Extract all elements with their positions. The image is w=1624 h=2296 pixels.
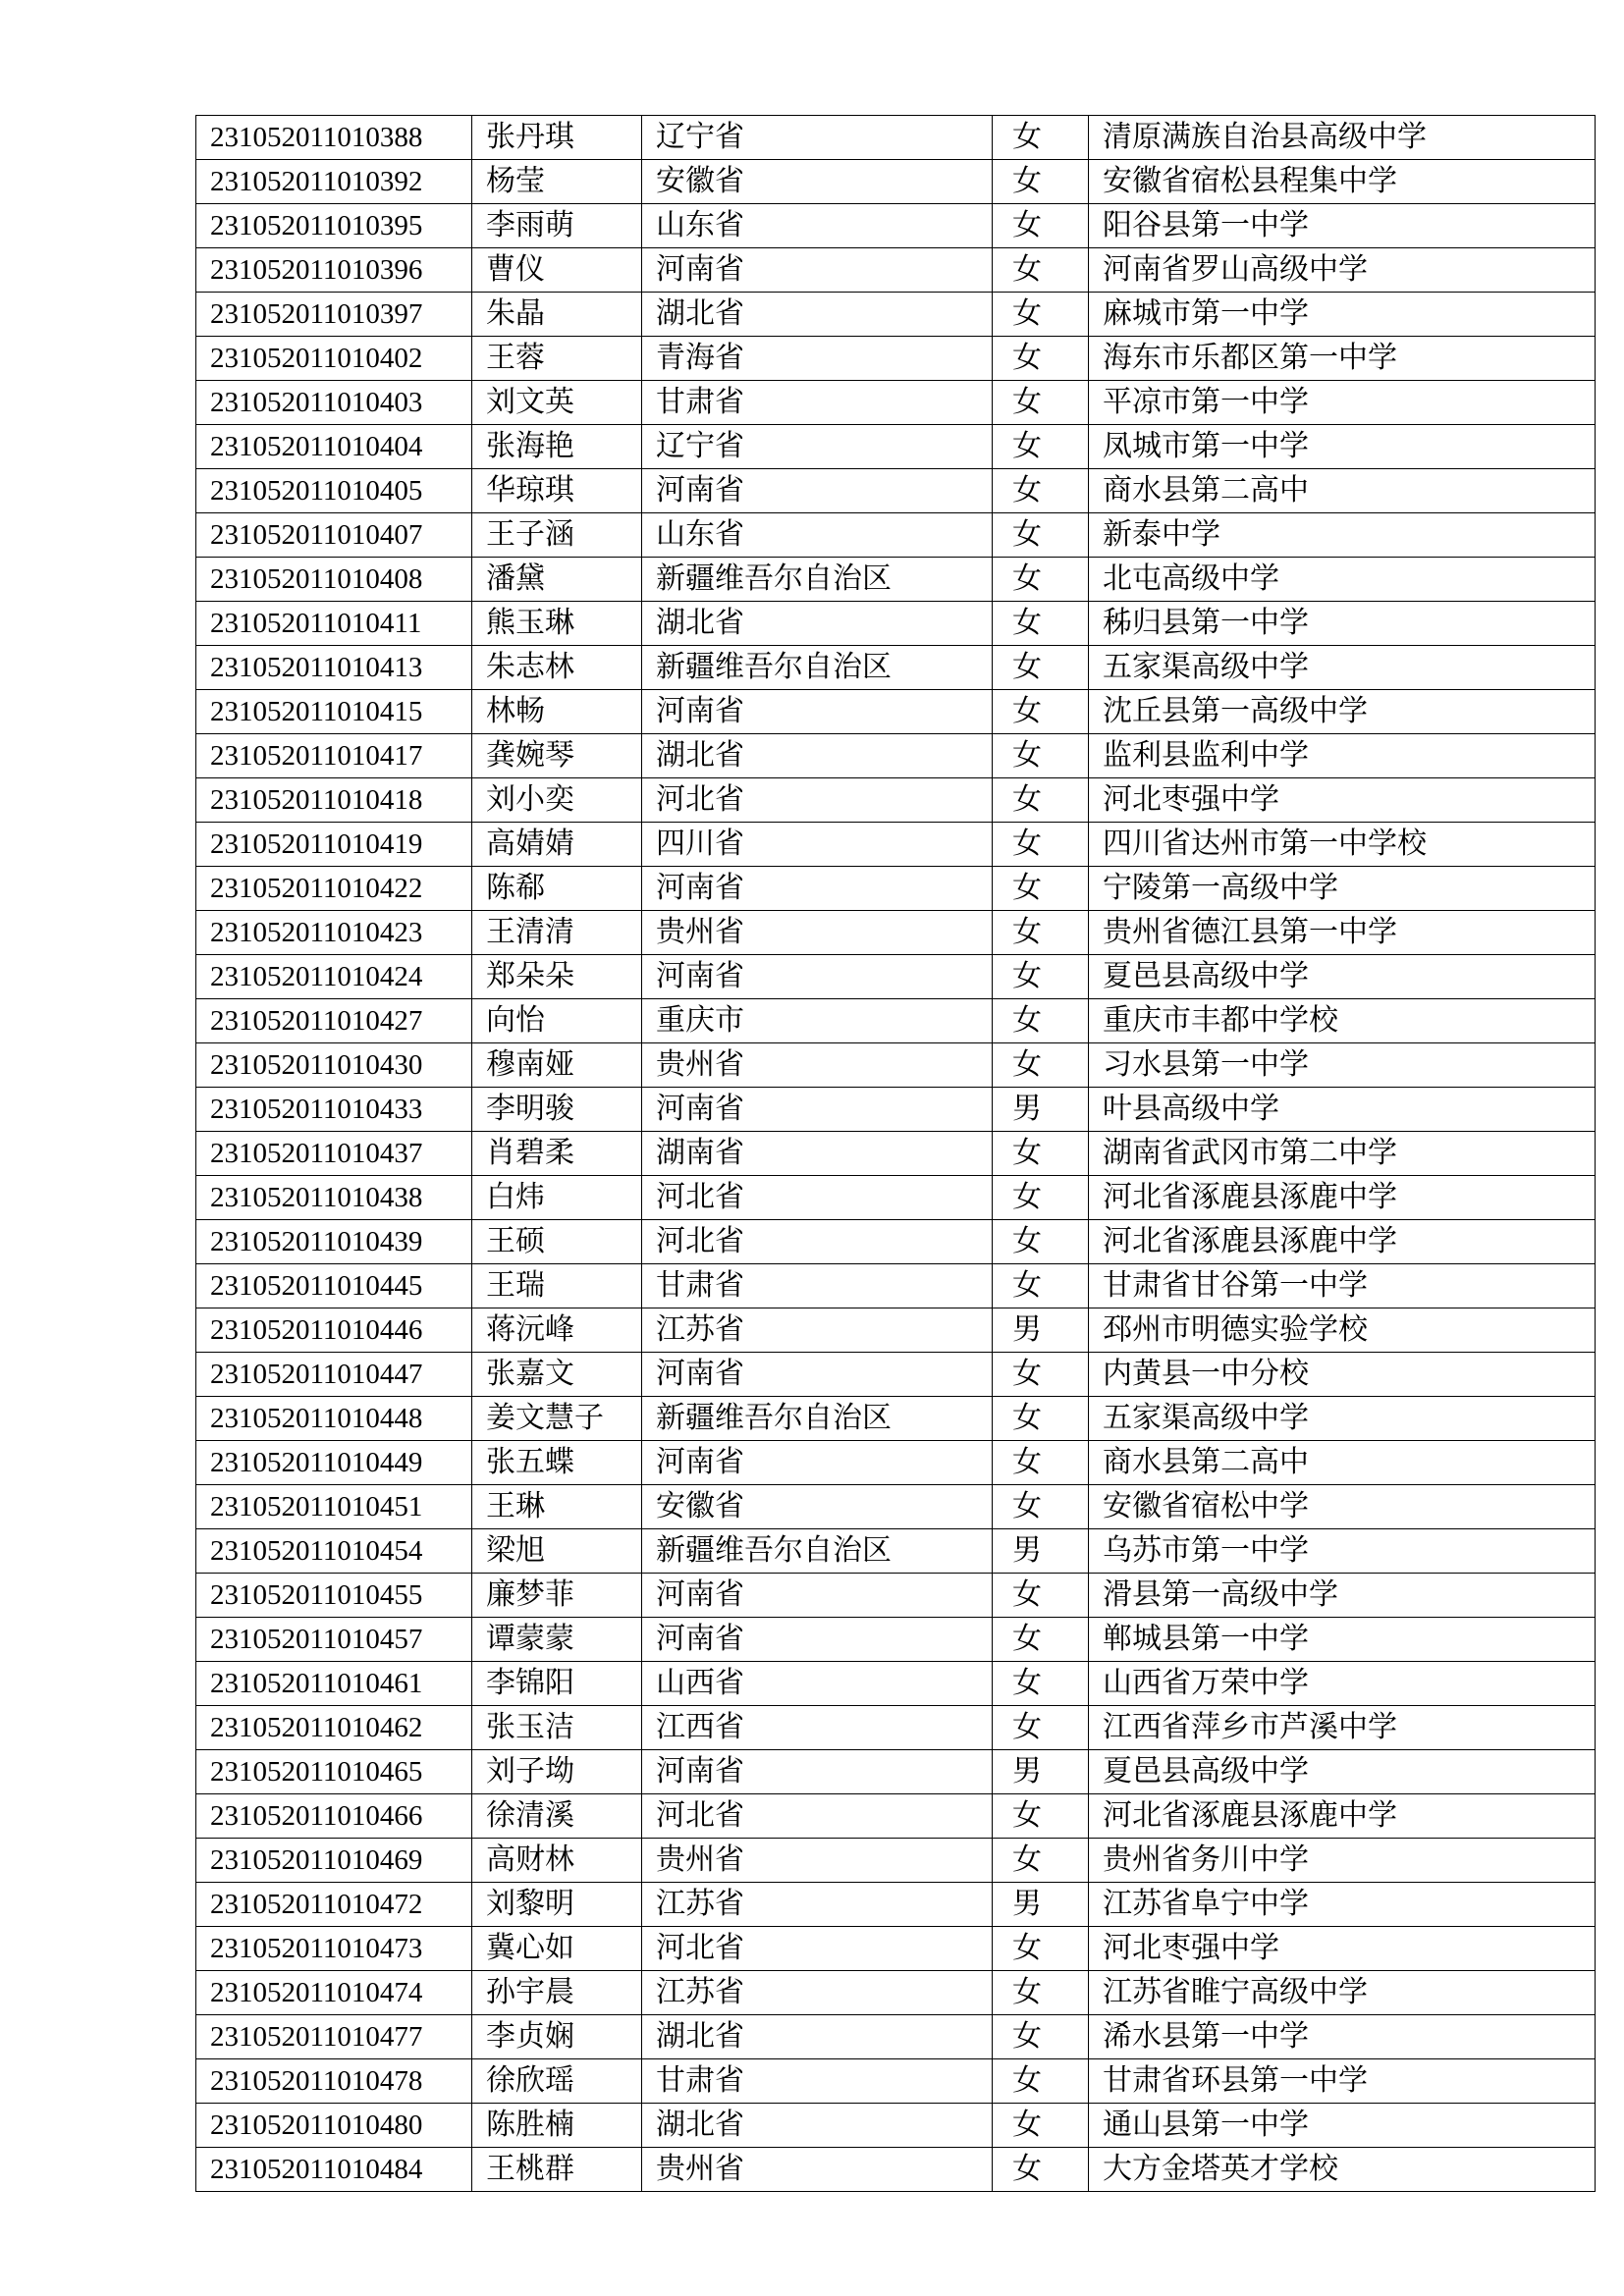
student-name-cell: 王清清 <box>472 911 642 955</box>
gender-cell: 男 <box>993 1088 1089 1132</box>
province-cell: 贵州省 <box>642 1043 993 1088</box>
school-cell: 贵州省德江县第一中学 <box>1089 911 1596 955</box>
school-cell: 邳州市明德实验学校 <box>1089 1308 1596 1353</box>
school-cell: 麻城市第一中学 <box>1089 293 1596 337</box>
gender-cell: 女 <box>993 1574 1089 1618</box>
student-name-cell: 刘子坳 <box>472 1750 642 1794</box>
school-cell: 河北省涿鹿县涿鹿中学 <box>1089 1220 1596 1264</box>
gender-cell: 女 <box>993 469 1089 513</box>
student-name-cell: 王琳 <box>472 1485 642 1529</box>
student-name-cell: 曹仪 <box>472 248 642 293</box>
gender-cell: 女 <box>993 2104 1089 2148</box>
table-row <box>196 204 1596 248</box>
student-name-cell: 刘黎明 <box>472 1883 642 1927</box>
school-cell: 阳谷县第一中学 <box>1089 204 1596 248</box>
table-row <box>196 513 1596 558</box>
student-name-cell: 蒋沅峰 <box>472 1308 642 1353</box>
table-row <box>196 1441 1596 1485</box>
student-id-cell: 231052011010411 <box>196 602 472 646</box>
table-row <box>196 2015 1596 2059</box>
school-cell: 新泰中学 <box>1089 513 1596 558</box>
table-row <box>196 1618 1596 1662</box>
school-cell: 宁陵第一高级中学 <box>1089 867 1596 911</box>
gender-cell: 女 <box>993 1618 1089 1662</box>
province-cell: 安徽省 <box>642 160 993 204</box>
student-id-cell: 231052011010437 <box>196 1132 472 1176</box>
student-name-cell: 王硕 <box>472 1220 642 1264</box>
table-row <box>196 337 1596 381</box>
table-row <box>196 469 1596 513</box>
table-row <box>196 823 1596 867</box>
province-cell: 新疆维吾尔自治区 <box>642 1397 993 1441</box>
province-cell: 河南省 <box>642 1618 993 1662</box>
gender-cell: 女 <box>993 955 1089 999</box>
school-cell: 安徽省宿松县程集中学 <box>1089 160 1596 204</box>
student-id-cell: 231052011010455 <box>196 1574 472 1618</box>
province-cell: 重庆市 <box>642 999 993 1043</box>
gender-cell: 女 <box>993 1794 1089 1839</box>
student-name-cell: 潘黛 <box>472 558 642 602</box>
gender-cell: 女 <box>993 602 1089 646</box>
gender-cell: 女 <box>993 1706 1089 1750</box>
school-cell: 四川省达州市第一中学校 <box>1089 823 1596 867</box>
student-name-cell: 龚婉琴 <box>472 734 642 778</box>
school-cell: 清原满族自治县高级中学 <box>1089 116 1596 160</box>
school-cell: 河北枣强中学 <box>1089 778 1596 823</box>
school-cell: 五家渠高级中学 <box>1089 646 1596 690</box>
school-cell: 夏邑县高级中学 <box>1089 1750 1596 1794</box>
province-cell: 四川省 <box>642 823 993 867</box>
student-id-cell: 231052011010433 <box>196 1088 472 1132</box>
table-row <box>196 1839 1596 1883</box>
province-cell: 湖北省 <box>642 2104 993 2148</box>
student-id-cell: 231052011010477 <box>196 2015 472 2059</box>
province-cell: 河北省 <box>642 1794 993 1839</box>
table-row <box>196 2104 1596 2148</box>
student-name-cell: 廉梦菲 <box>472 1574 642 1618</box>
student-name-cell: 熊玉琳 <box>472 602 642 646</box>
student-id-cell: 231052011010445 <box>196 1264 472 1308</box>
gender-cell: 男 <box>993 1883 1089 1927</box>
student-id-cell: 231052011010451 <box>196 1485 472 1529</box>
table-row <box>196 1176 1596 1220</box>
student-name-cell: 朱志林 <box>472 646 642 690</box>
school-cell: 沈丘县第一高级中学 <box>1089 690 1596 734</box>
gender-cell: 女 <box>993 646 1089 690</box>
student-id-cell: 231052011010478 <box>196 2059 472 2104</box>
province-cell: 山东省 <box>642 204 993 248</box>
province-cell: 贵州省 <box>642 1839 993 1883</box>
table-row <box>196 1088 1596 1132</box>
table-row <box>196 602 1596 646</box>
school-cell: 河北省涿鹿县涿鹿中学 <box>1089 1176 1596 1220</box>
gender-cell: 女 <box>993 248 1089 293</box>
student-id-cell: 231052011010396 <box>196 248 472 293</box>
gender-cell: 女 <box>993 1441 1089 1485</box>
school-cell: 商水县第二高中 <box>1089 1441 1596 1485</box>
school-cell: 江苏省睢宁高级中学 <box>1089 1971 1596 2015</box>
student-id-cell: 231052011010395 <box>196 204 472 248</box>
student-id-cell: 231052011010417 <box>196 734 472 778</box>
table-row <box>196 1927 1596 1971</box>
student-id-cell: 231052011010397 <box>196 293 472 337</box>
province-cell: 甘肃省 <box>642 1264 993 1308</box>
student-id-cell: 231052011010415 <box>196 690 472 734</box>
province-cell: 河南省 <box>642 1353 993 1397</box>
student-id-cell: 231052011010407 <box>196 513 472 558</box>
province-cell: 安徽省 <box>642 1485 993 1529</box>
gender-cell: 女 <box>993 734 1089 778</box>
table-row <box>196 690 1596 734</box>
table-row <box>196 1485 1596 1529</box>
student-name-cell: 徐欣瑶 <box>472 2059 642 2104</box>
student-name-cell: 朱晶 <box>472 293 642 337</box>
gender-cell: 女 <box>993 1264 1089 1308</box>
school-cell: 海东市乐都区第一中学 <box>1089 337 1596 381</box>
student-name-cell: 刘小奕 <box>472 778 642 823</box>
student-name-cell: 陈胜楠 <box>472 2104 642 2148</box>
table-row <box>196 778 1596 823</box>
table-row <box>196 1971 1596 2015</box>
gender-cell: 女 <box>993 1220 1089 1264</box>
province-cell: 河南省 <box>642 1441 993 1485</box>
student-id-cell: 231052011010392 <box>196 160 472 204</box>
gender-cell: 女 <box>993 204 1089 248</box>
school-cell: 河南省罗山高级中学 <box>1089 248 1596 293</box>
table-row <box>196 2059 1596 2104</box>
student-name-cell: 高婧婧 <box>472 823 642 867</box>
province-cell: 河南省 <box>642 248 993 293</box>
table-row <box>196 646 1596 690</box>
province-cell: 贵州省 <box>642 911 993 955</box>
gender-cell: 女 <box>993 513 1089 558</box>
table-row <box>196 1353 1596 1397</box>
province-cell: 河南省 <box>642 469 993 513</box>
table-row <box>196 160 1596 204</box>
province-cell: 湖北省 <box>642 293 993 337</box>
table-row <box>196 1883 1596 1927</box>
student-id-cell: 231052011010408 <box>196 558 472 602</box>
student-id-cell: 231052011010402 <box>196 337 472 381</box>
school-cell: 重庆市丰都中学校 <box>1089 999 1596 1043</box>
student-name-cell: 李雨萌 <box>472 204 642 248</box>
gender-cell: 男 <box>993 1750 1089 1794</box>
school-cell: 安徽省宿松中学 <box>1089 1485 1596 1529</box>
school-cell: 山西省万荣中学 <box>1089 1662 1596 1706</box>
student-id-cell: 231052011010424 <box>196 955 472 999</box>
province-cell: 辽宁省 <box>642 425 993 469</box>
school-cell: 秭归县第一中学 <box>1089 602 1596 646</box>
school-cell: 通山县第一中学 <box>1089 2104 1596 2148</box>
student-name-cell: 郑朵朵 <box>472 955 642 999</box>
table-row <box>196 558 1596 602</box>
school-cell: 大方金塔英才学校 <box>1089 2148 1596 2192</box>
province-cell: 湖北省 <box>642 2015 993 2059</box>
gender-cell: 女 <box>993 337 1089 381</box>
student-name-cell: 林畅 <box>472 690 642 734</box>
school-cell: 河北枣强中学 <box>1089 1927 1596 1971</box>
table-row <box>196 293 1596 337</box>
province-cell: 山东省 <box>642 513 993 558</box>
student-id-cell: 231052011010438 <box>196 1176 472 1220</box>
table-row <box>196 955 1596 999</box>
student-name-cell: 肖碧柔 <box>472 1132 642 1176</box>
province-cell: 湖南省 <box>642 1132 993 1176</box>
student-id-cell: 231052011010474 <box>196 1971 472 2015</box>
province-cell: 湖北省 <box>642 602 993 646</box>
student-id-cell: 231052011010388 <box>196 116 472 160</box>
gender-cell: 女 <box>993 1132 1089 1176</box>
student-name-cell: 白炜 <box>472 1176 642 1220</box>
student-id-cell: 231052011010404 <box>196 425 472 469</box>
school-cell: 甘肃省甘谷第一中学 <box>1089 1264 1596 1308</box>
student-name-cell: 姜文慧子 <box>472 1397 642 1441</box>
table-row <box>196 1043 1596 1088</box>
school-cell: 湖南省武冈市第二中学 <box>1089 1132 1596 1176</box>
school-cell: 五家渠高级中学 <box>1089 1397 1596 1441</box>
student-id-cell: 231052011010439 <box>196 1220 472 1264</box>
student-id-cell: 231052011010469 <box>196 1839 472 1883</box>
school-cell: 北屯高级中学 <box>1089 558 1596 602</box>
student-name-cell: 陈郗 <box>472 867 642 911</box>
school-cell: 商水县第二高中 <box>1089 469 1596 513</box>
gender-cell: 女 <box>993 1353 1089 1397</box>
student-id-cell: 231052011010430 <box>196 1043 472 1088</box>
gender-cell: 女 <box>993 425 1089 469</box>
school-cell: 平凉市第一中学 <box>1089 381 1596 425</box>
student-id-cell: 231052011010447 <box>196 1353 472 1397</box>
school-cell: 江苏省阜宁中学 <box>1089 1883 1596 1927</box>
gender-cell: 女 <box>993 1176 1089 1220</box>
gender-cell: 女 <box>993 1927 1089 1971</box>
gender-cell: 女 <box>993 2015 1089 2059</box>
school-cell: 习水县第一中学 <box>1089 1043 1596 1088</box>
province-cell: 河南省 <box>642 1750 993 1794</box>
school-cell: 凤城市第一中学 <box>1089 425 1596 469</box>
student-id-cell: 231052011010465 <box>196 1750 472 1794</box>
table-row <box>196 1529 1596 1574</box>
province-cell: 河南省 <box>642 1574 993 1618</box>
gender-cell: 女 <box>993 867 1089 911</box>
table-row <box>196 381 1596 425</box>
gender-cell: 女 <box>993 558 1089 602</box>
province-cell: 河南省 <box>642 867 993 911</box>
gender-cell: 女 <box>993 293 1089 337</box>
province-cell: 甘肃省 <box>642 381 993 425</box>
student-name-cell: 徐清溪 <box>472 1794 642 1839</box>
school-cell: 夏邑县高级中学 <box>1089 955 1596 999</box>
table-row <box>196 116 1596 160</box>
table-row <box>196 867 1596 911</box>
school-cell: 江西省萍乡市芦溪中学 <box>1089 1706 1596 1750</box>
table-row <box>196 1264 1596 1308</box>
table-row <box>196 2148 1596 2192</box>
province-cell: 河北省 <box>642 778 993 823</box>
table-row <box>196 1132 1596 1176</box>
student-id-cell: 231052011010448 <box>196 1397 472 1441</box>
student-name-cell: 冀心如 <box>472 1927 642 1971</box>
province-cell: 河北省 <box>642 1220 993 1264</box>
province-cell: 江苏省 <box>642 1971 993 2015</box>
student-name-cell: 华琼琪 <box>472 469 642 513</box>
student-name-cell: 张玉洁 <box>472 1706 642 1750</box>
province-cell: 江苏省 <box>642 1308 993 1353</box>
province-cell: 河北省 <box>642 1176 993 1220</box>
student-name-cell: 梁旭 <box>472 1529 642 1574</box>
table-row <box>196 1220 1596 1264</box>
table-row <box>196 1706 1596 1750</box>
gender-cell: 女 <box>993 2059 1089 2104</box>
student-id-cell: 231052011010427 <box>196 999 472 1043</box>
table-row <box>196 1750 1596 1794</box>
school-cell: 甘肃省环县第一中学 <box>1089 2059 1596 2104</box>
table-row <box>196 1397 1596 1441</box>
province-cell: 江西省 <box>642 1706 993 1750</box>
province-cell: 新疆维吾尔自治区 <box>642 558 993 602</box>
student-id-cell: 231052011010466 <box>196 1794 472 1839</box>
table-row <box>196 999 1596 1043</box>
student-name-cell: 张丹琪 <box>472 116 642 160</box>
gender-cell: 女 <box>993 381 1089 425</box>
table-row <box>196 911 1596 955</box>
roster-body <box>196 116 1596 2192</box>
school-cell: 郸城县第一中学 <box>1089 1618 1596 1662</box>
table-row <box>196 1574 1596 1618</box>
gender-cell: 男 <box>993 1529 1089 1574</box>
student-name-cell: 王子涵 <box>472 513 642 558</box>
gender-cell: 女 <box>993 1397 1089 1441</box>
gender-cell: 女 <box>993 1043 1089 1088</box>
gender-cell: 女 <box>993 160 1089 204</box>
school-cell: 叶县高级中学 <box>1089 1088 1596 1132</box>
province-cell: 甘肃省 <box>642 2059 993 2104</box>
student-id-cell: 231052011010419 <box>196 823 472 867</box>
student-id-cell: 231052011010461 <box>196 1662 472 1706</box>
province-cell: 江苏省 <box>642 1883 993 1927</box>
student-name-cell: 穆南娅 <box>472 1043 642 1088</box>
student-id-cell: 231052011010457 <box>196 1618 472 1662</box>
student-name-cell: 孙宇晨 <box>472 1971 642 2015</box>
student-name-cell: 张五蝶 <box>472 1441 642 1485</box>
province-cell: 河南省 <box>642 1088 993 1132</box>
student-name-cell: 杨莹 <box>472 160 642 204</box>
school-cell: 滑县第一高级中学 <box>1089 1574 1596 1618</box>
table-row <box>196 1308 1596 1353</box>
student-name-cell: 王桃群 <box>472 2148 642 2192</box>
student-name-cell: 谭蒙蒙 <box>472 1618 642 1662</box>
gender-cell: 女 <box>993 778 1089 823</box>
table-row <box>196 248 1596 293</box>
school-cell: 内黄县一中分校 <box>1089 1353 1596 1397</box>
student-name-cell: 张嘉文 <box>472 1353 642 1397</box>
student-id-cell: 231052011010449 <box>196 1441 472 1485</box>
student-name-cell: 李明骏 <box>472 1088 642 1132</box>
gender-cell: 女 <box>993 1662 1089 1706</box>
table-row <box>196 425 1596 469</box>
province-cell: 贵州省 <box>642 2148 993 2192</box>
school-cell: 河北省涿鹿县涿鹿中学 <box>1089 1794 1596 1839</box>
student-id-cell: 231052011010462 <box>196 1706 472 1750</box>
student-id-cell: 231052011010446 <box>196 1308 472 1353</box>
table-row <box>196 734 1596 778</box>
school-cell: 乌苏市第一中学 <box>1089 1529 1596 1574</box>
province-cell: 河北省 <box>642 1927 993 1971</box>
province-cell: 新疆维吾尔自治区 <box>642 646 993 690</box>
gender-cell: 女 <box>993 2148 1089 2192</box>
student-id-cell: 231052011010423 <box>196 911 472 955</box>
student-name-cell: 向怡 <box>472 999 642 1043</box>
gender-cell: 女 <box>993 1839 1089 1883</box>
student-id-cell: 231052011010472 <box>196 1883 472 1927</box>
school-cell: 监利县监利中学 <box>1089 734 1596 778</box>
student-name-cell: 王瑞 <box>472 1264 642 1308</box>
gender-cell: 女 <box>993 116 1089 160</box>
province-cell: 山西省 <box>642 1662 993 1706</box>
table-row <box>196 1794 1596 1839</box>
gender-cell: 女 <box>993 1485 1089 1529</box>
student-name-cell: 李锦阳 <box>472 1662 642 1706</box>
student-name-cell: 张海艳 <box>472 425 642 469</box>
gender-cell: 女 <box>993 690 1089 734</box>
student-id-cell: 231052011010473 <box>196 1927 472 1971</box>
table-row <box>196 1662 1596 1706</box>
gender-cell: 男 <box>993 1308 1089 1353</box>
province-cell: 河南省 <box>642 690 993 734</box>
school-cell: 浠水县第一中学 <box>1089 2015 1596 2059</box>
province-cell: 湖北省 <box>642 734 993 778</box>
student-name-cell: 刘文英 <box>472 381 642 425</box>
province-cell: 青海省 <box>642 337 993 381</box>
student-roster-table <box>195 115 1596 2192</box>
gender-cell: 女 <box>993 999 1089 1043</box>
province-cell: 河南省 <box>642 955 993 999</box>
student-id-cell: 231052011010413 <box>196 646 472 690</box>
student-name-cell: 高财林 <box>472 1839 642 1883</box>
student-id-cell: 231052011010480 <box>196 2104 472 2148</box>
student-id-cell: 231052011010405 <box>196 469 472 513</box>
student-name-cell: 李贞娴 <box>472 2015 642 2059</box>
province-cell: 辽宁省 <box>642 116 993 160</box>
student-id-cell: 231052011010403 <box>196 381 472 425</box>
gender-cell: 女 <box>993 823 1089 867</box>
student-id-cell: 231052011010422 <box>196 867 472 911</box>
student-id-cell: 231052011010484 <box>196 2148 472 2192</box>
gender-cell: 女 <box>993 911 1089 955</box>
student-id-cell: 231052011010418 <box>196 778 472 823</box>
student-id-cell: 231052011010454 <box>196 1529 472 1574</box>
gender-cell: 女 <box>993 1971 1089 2015</box>
province-cell: 新疆维吾尔自治区 <box>642 1529 993 1574</box>
student-name-cell: 王蓉 <box>472 337 642 381</box>
school-cell: 贵州省务川中学 <box>1089 1839 1596 1883</box>
